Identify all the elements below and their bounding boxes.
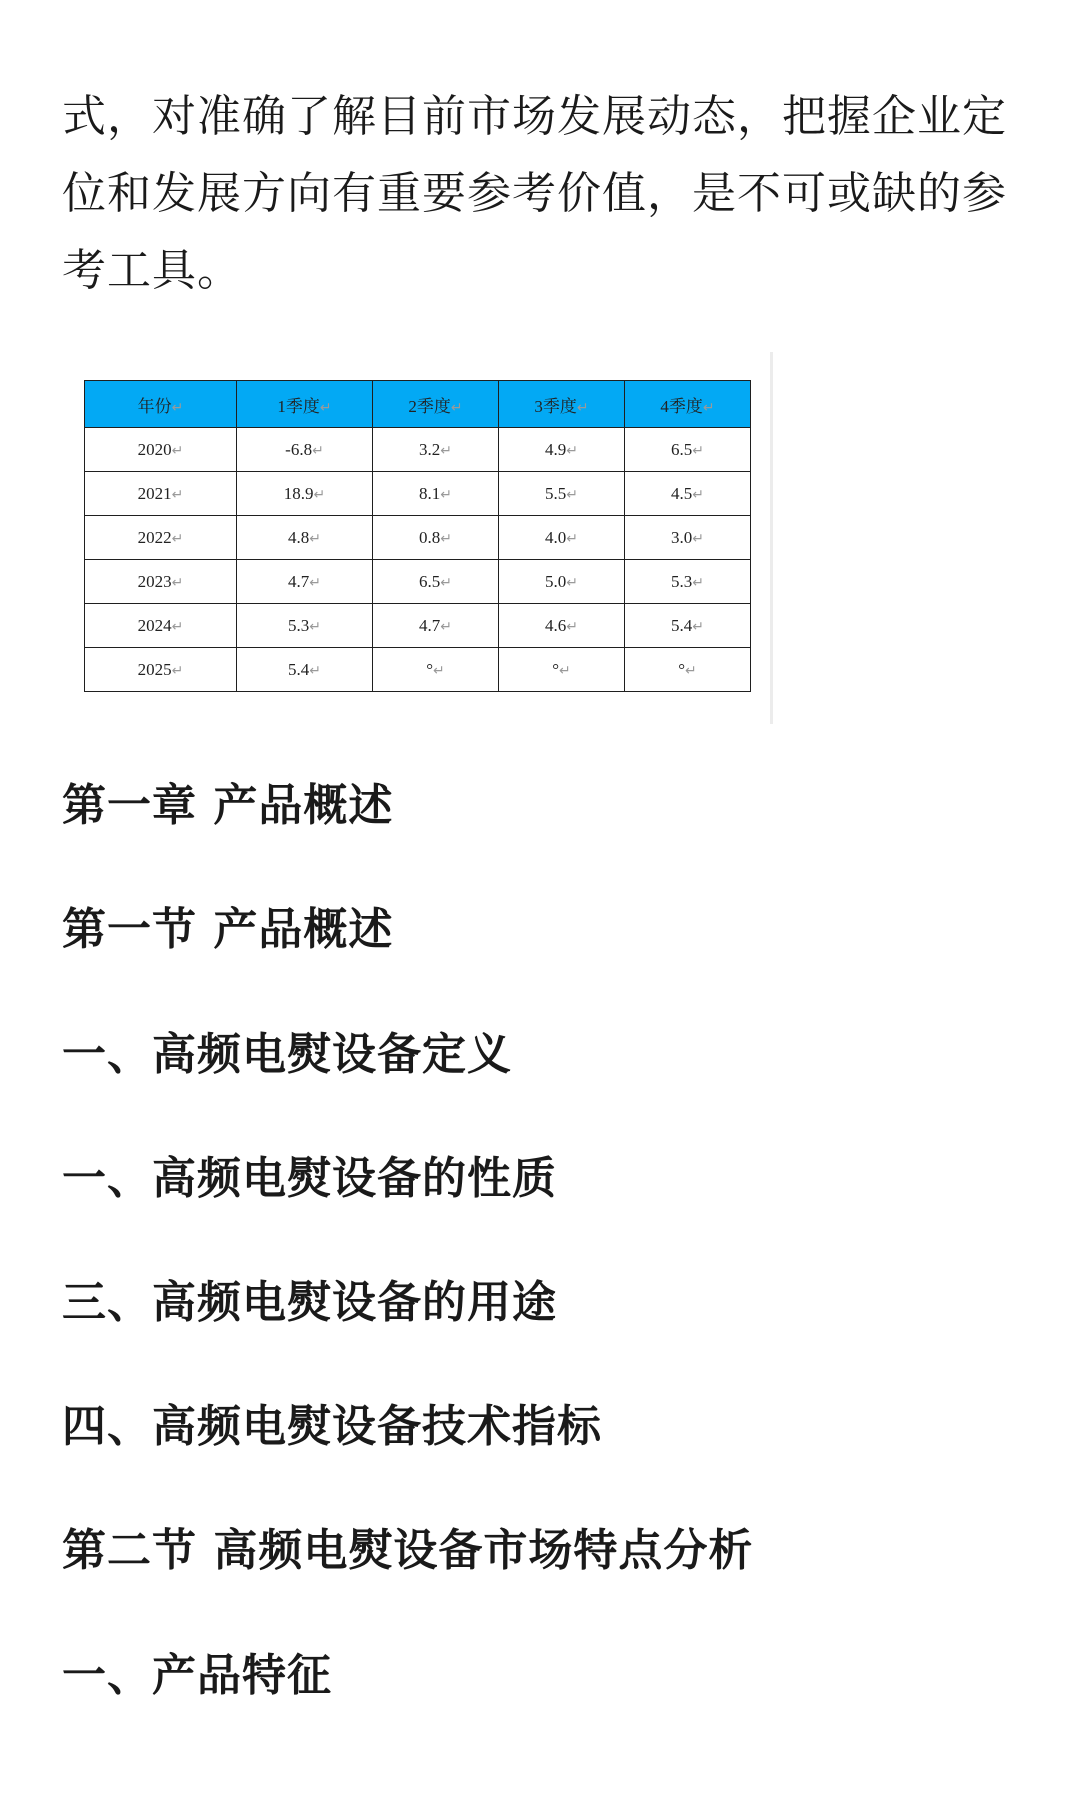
table-row	[85, 472, 751, 516]
table-cell: 5.0↵	[499, 560, 625, 604]
table-cell: 8.1↵	[373, 472, 499, 516]
table-cell: 4.0↵	[499, 516, 625, 560]
subsection-heading: 四、高频电熨设备技术指标	[62, 1401, 602, 1452]
table-row	[85, 648, 751, 692]
table-cell: 4.8↵	[237, 516, 373, 560]
table-cell: °↵	[373, 648, 499, 692]
table-cell: -6.8↵	[237, 428, 373, 472]
table-cell: 5.4↵	[625, 604, 751, 648]
table-cell: 2022↵	[85, 516, 237, 560]
table-row	[85, 428, 751, 472]
table-row	[85, 604, 751, 648]
table-cell: 2024↵	[85, 604, 237, 648]
subsection-heading: 一、高频电熨设备的性质	[62, 1153, 557, 1204]
table-cell: 4.6↵	[499, 604, 625, 648]
table-cell: 5.3↵	[625, 560, 751, 604]
table-cell: 5.3↵	[237, 604, 373, 648]
table-cell: 4.5↵	[625, 472, 751, 516]
table-cell: 4.7↵	[237, 560, 373, 604]
subsection-heading: 一、产品特征	[62, 1650, 332, 1701]
table-cell: 4.7↵	[373, 604, 499, 648]
subsection-heading: 一、高频电熨设备定义	[62, 1029, 512, 1080]
quarterly-data-table-image	[72, 352, 773, 724]
table-header-row	[85, 381, 751, 428]
chapter-heading: 第一章 产品概述	[62, 780, 394, 831]
section-heading: 第一节 产品概述	[62, 904, 394, 955]
table-cell: 6.5↵	[625, 428, 751, 472]
table-cell: 3.0↵	[625, 516, 751, 560]
table-header-cell: 4季度↵	[625, 381, 751, 428]
table-cell: 2021↵	[85, 472, 237, 516]
table-cell: 6.5↵	[373, 560, 499, 604]
table-cell: 0.8↵	[373, 516, 499, 560]
intro-paragraph: 式，对准确了解目前市场发展动态，把握企业定位和发展方向有重要参考价值，是不可或缺的参考工具。	[62, 91, 1007, 296]
section-heading: 第二节 高频电熨设备市场特点分析	[62, 1525, 754, 1576]
table-cell: 2025↵	[85, 648, 237, 692]
table-cell: 18.9↵	[237, 472, 373, 516]
table-cell: 2023↵	[85, 560, 237, 604]
table-cell: 5.4↵	[237, 648, 373, 692]
table-cell: °↵	[625, 648, 751, 692]
subsection-heading: 三、高频电熨设备的用途	[62, 1277, 557, 1328]
table-cell: °↵	[499, 648, 625, 692]
table-header-cell: 3季度↵	[499, 381, 625, 428]
table-row	[85, 560, 751, 604]
table-row	[85, 516, 751, 560]
table-cell: 5.5↵	[499, 472, 625, 516]
table-cell: 4.9↵	[499, 428, 625, 472]
table-cell: 2020↵	[85, 428, 237, 472]
table-header-cell: 年份↵	[85, 381, 237, 428]
table-header-cell: 2季度↵	[373, 381, 499, 428]
table-header-cell: 1季度↵	[237, 381, 373, 428]
quarterly-data-table	[84, 380, 751, 692]
table-cell: 3.2↵	[373, 428, 499, 472]
